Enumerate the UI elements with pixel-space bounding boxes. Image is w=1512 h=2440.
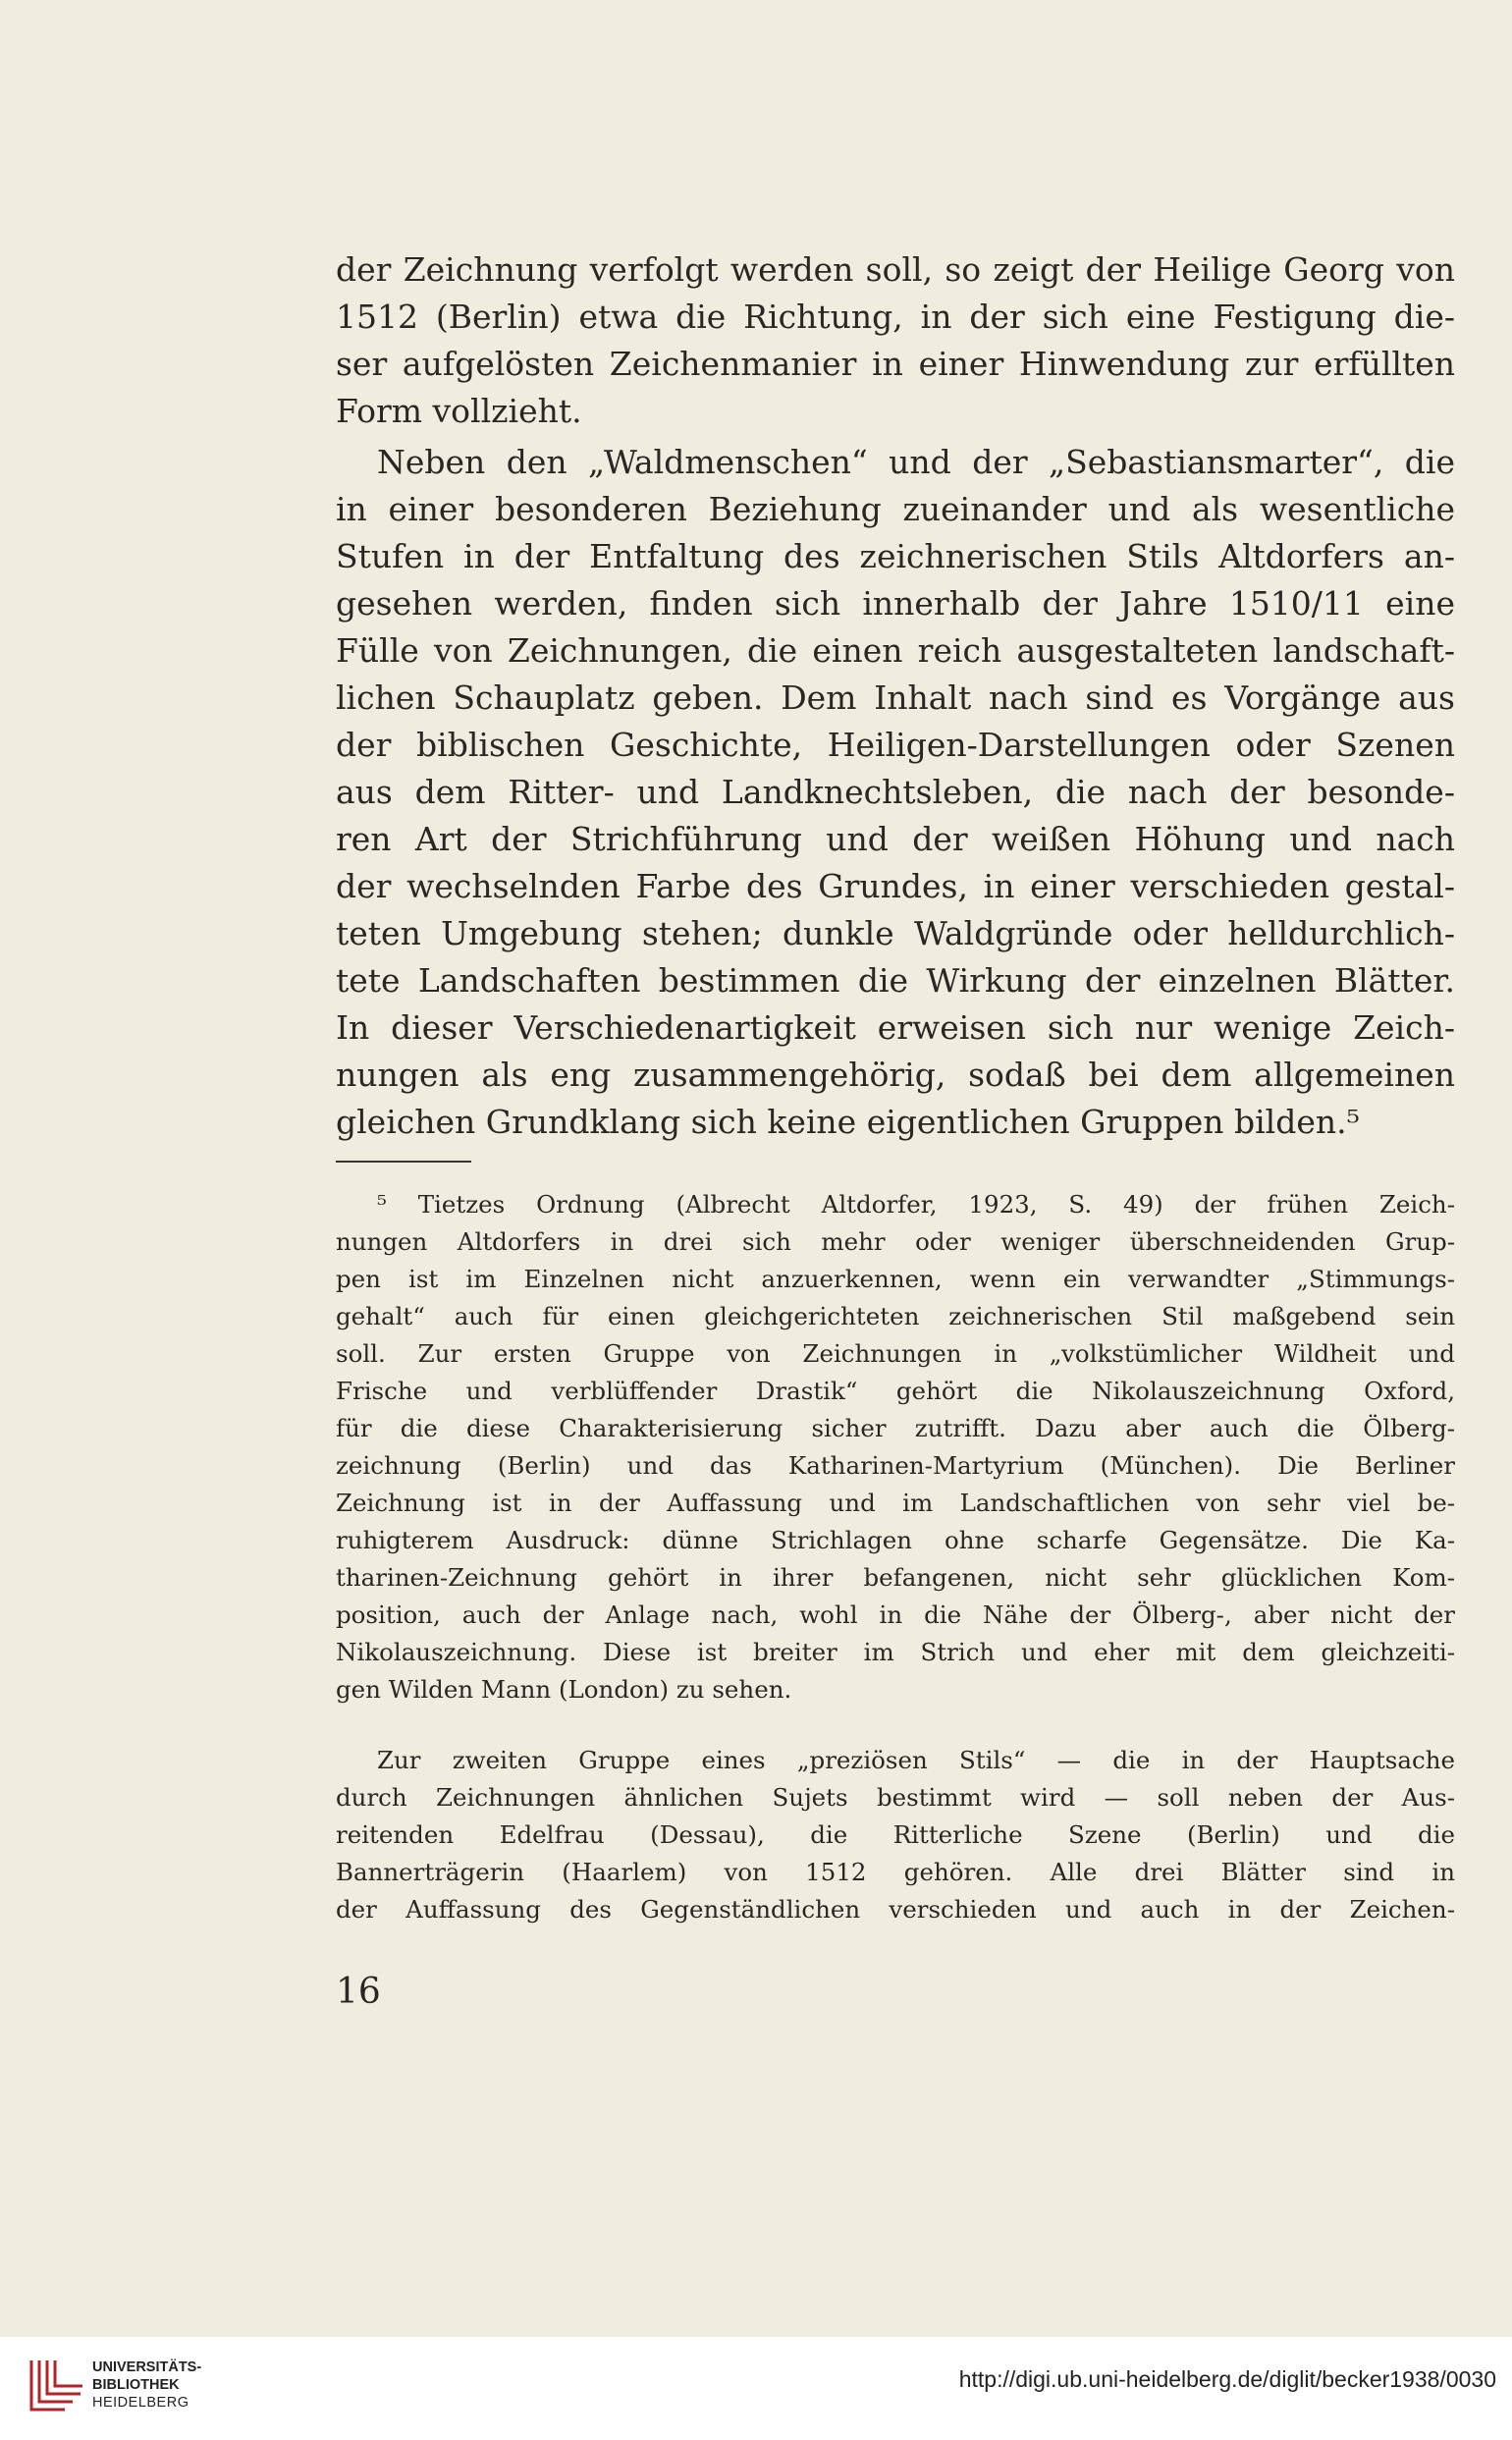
body-line: 1512 (Berlin) etwa die Richtung, in der sich eine Festigung die- — [336, 298, 1455, 336]
body-line: In dieser Verschiedenartigkeit erweisen sich nur wenige Zeich- — [336, 1008, 1455, 1047]
source-url-link[interactable]: http://digi.ub.uni-heidelberg.de/diglit/becker1938/0030 — [958, 2366, 1496, 2392]
body-line: Fülle von Zeichnungen, die einen reich ausgestalteten landschaft- — [336, 631, 1455, 670]
body-line: ren Art der Strichführung und der weißen Höhung und nach — [336, 820, 1455, 858]
footnote-separator — [336, 1161, 471, 1163]
body-line: in einer besonderen Beziehung zueinander und als wesentliche — [336, 490, 1455, 528]
body-line: der biblischen Geschichte, Heiligen-Darstellungen oder Szenen — [336, 726, 1455, 764]
footnote-line: zeichnung (Berlin) und das Katharinen-Martyrium (München). Die Berliner — [336, 1451, 1455, 1480]
body-line: ser aufgelösten Zeichenmanier in einer Hinwendung zur erfüllten — [336, 345, 1455, 383]
footer-bar — [0, 2337, 1512, 2440]
footnote-line: tharinen-Zeichnung gehört in ihrer befangenen, nicht sehr glücklichen Kom- — [336, 1563, 1455, 1592]
footnote-line: Zur zweiten Gruppe eines „preziösen Stils“ — die in der Hauptsache — [377, 1746, 1455, 1774]
body-line: Form vollzieht. — [336, 392, 582, 430]
body-line: Neben den „Waldmenschen“ und der „Sebastiansmarter“, die — [377, 443, 1455, 481]
footnote-line: ruhigterem Ausdruck: dünne Strichlagen ohne scharfe Gegensätze. Die Ka- — [336, 1526, 1455, 1554]
footnote-line: Zeichnung ist in der Auffassung und im Landschaftlichen von sehr viel be- — [336, 1489, 1455, 1517]
footnote-line: reitenden Edelfrau (Dessau), die Ritterliche Szene (Berlin) und die — [336, 1820, 1455, 1849]
body-line: lichen Schauplatz geben. Dem Inhalt nach sind es Vorgänge aus — [336, 678, 1455, 717]
footnote-line: pen ist im Einzelnen nicht anzuerkennen, wenn ein verwandter „Stimmungs- — [336, 1265, 1455, 1293]
body-line: tete Landschaften bestimmen die Wirkung der einzelnen Blätter. — [336, 961, 1455, 1000]
library-name-line: BIBLIOTHEK — [92, 2377, 180, 2393]
footnote-line: nungen Altdorfers in drei sich mehr oder weniger überschneidenden Grup- — [336, 1227, 1455, 1256]
footnote-line: durch Zeichnungen ähnlichen Sujets bestimmt wird — soll neben der Aus- — [336, 1783, 1455, 1812]
library-name — [92, 2359, 201, 2412]
body-line: gesehen werden, finden sich innerhalb der Jahre 1510/11 eine — [336, 584, 1455, 623]
body-line: gleichen Grundklang sich keine eigentlichen Gruppen bilden.⁵ — [336, 1103, 1360, 1141]
body-line: teten Umgebung stehen; dunkle Waldgründe oder helldurchlich- — [336, 914, 1455, 952]
footnote-line: für die diese Charakterisierung sicher zutrifft. Dazu aber auch die Ölberg- — [336, 1414, 1455, 1442]
footnote-line: Frische und verblüffender Drastik“ gehört die Nikolauszeichnung Oxford, — [336, 1377, 1455, 1405]
footnote-line: der Auffassung des Gegenständlichen verschieden und auch in der Zeichen- — [336, 1895, 1455, 1924]
footnote-line: position, auch der Anlage nach, wohl in die Nähe der Ölberg-, aber nicht der — [336, 1600, 1455, 1629]
library-name-line: HEIDELBERG — [92, 2395, 189, 2411]
body-line: Stufen in der Entfaltung des zeichnerischen Stils Altdorfers an- — [336, 537, 1455, 575]
body-line: der wechselnden Farbe des Grundes, in einer verschieden gestal- — [336, 867, 1455, 905]
footnote-line: soll. Zur ersten Gruppe von Zeichnungen in „volkstümlicher Wildheit und — [336, 1339, 1455, 1368]
footnote-line: Nikolauszeichnung. Diese ist breiter im Strich und eher mit dem gleichzeiti- — [336, 1638, 1455, 1666]
body-line: nungen als eng zusammengehörig, sodaß bei dem allgemeinen — [336, 1056, 1455, 1094]
footnote-line: Bannerträgerin (Haarlem) von 1512 gehören. Alle drei Blätter sind in — [336, 1858, 1455, 1886]
footnote-line: ⁵ Tietzes Ordnung (Albrecht Altdorfer, 1923, S. 49) der frühen Zeich- — [377, 1190, 1455, 1219]
body-line: der Zeichnung verfolgt werden soll, so zeigt der Heilige Georg von — [336, 250, 1455, 289]
footnote-line: gehalt“ auch für einen gleichgerichteten zeichnerischen Stil maßgebend sein — [336, 1302, 1455, 1330]
page-number: 16 — [336, 1972, 381, 2012]
footnote-line: gen Wilden Mann (London) zu sehen. — [336, 1675, 792, 1704]
library-logo-icon — [26, 2357, 86, 2413]
library-name-line: UNIVERSITÄTS- — [92, 2359, 202, 2375]
body-line: aus dem Ritter- und Landknechtsleben, die nach der besonde- — [336, 773, 1455, 811]
